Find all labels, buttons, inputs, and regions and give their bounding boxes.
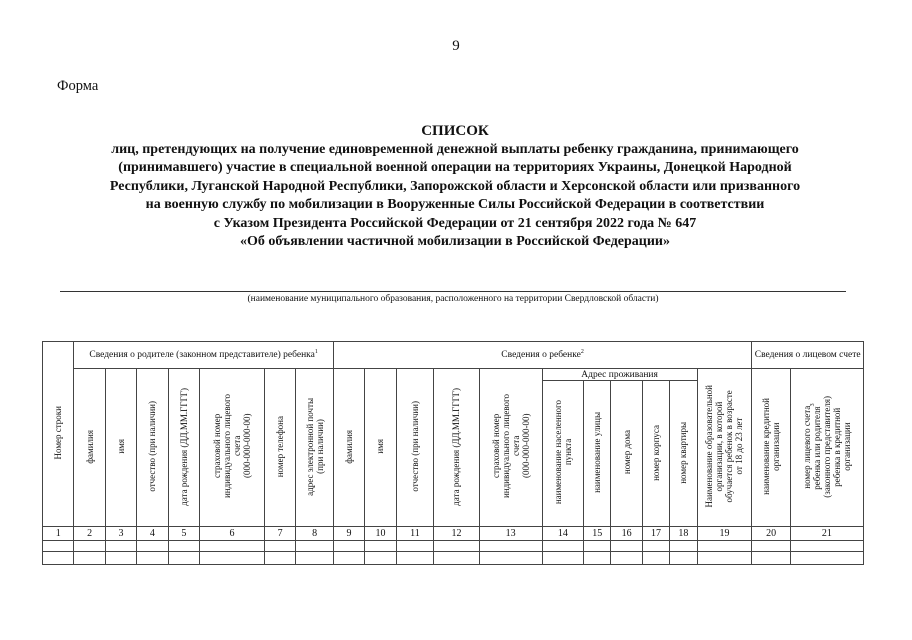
table-cell[interactable]: [296, 541, 334, 552]
col-address-locality: [542, 381, 584, 527]
table-row: [43, 541, 864, 552]
footnote-mark: 2: [580, 348, 584, 355]
col-parent-snils: [200, 369, 265, 527]
form-label: Форма: [57, 78, 99, 94]
column-number: 8: [296, 527, 334, 541]
header-text: адрес электронной почты (при наличии): [304, 397, 325, 496]
header-text: дата рождения (ДД.ММ.ГГГГ): [451, 387, 462, 506]
table-cell[interactable]: [670, 552, 697, 565]
column-number: 4: [137, 527, 168, 541]
title-line: с Указом Президента Российской Федерации от 21 сентября 2022 года № 647: [213, 215, 697, 231]
col-bank-name: [752, 369, 791, 527]
column-number: 1: [43, 527, 74, 541]
table-cell[interactable]: [168, 541, 199, 552]
col-child-birthdate: [434, 369, 480, 527]
child-info-header: [333, 342, 751, 369]
table-cell[interactable]: [333, 541, 364, 552]
column-number: 13: [479, 527, 542, 541]
table-cell[interactable]: [752, 552, 791, 565]
table-cell[interactable]: [74, 541, 105, 552]
document-title: [40, 122, 870, 252]
title-line: Республики, Луганской Народной Республики, Запорожской области и Херсонской области или призванного: [109, 178, 801, 194]
header-text: Адрес проживания: [581, 369, 658, 380]
col-parent-name: [105, 369, 136, 527]
col-address-house: [611, 381, 642, 527]
municipality-line: [60, 291, 846, 292]
header-text: отчество (при наличии): [409, 401, 420, 492]
column-number: 18: [670, 527, 697, 541]
table-cell[interactable]: [264, 541, 295, 552]
table-cell[interactable]: [264, 552, 295, 565]
header-text: страховой номер индивидуального лицевого счета (000-000-000-00): [211, 394, 252, 499]
table-cell[interactable]: [137, 541, 168, 552]
table-cell[interactable]: [479, 552, 542, 565]
table-cell[interactable]: [396, 552, 434, 565]
col-child-snils: [479, 369, 542, 527]
table-cell[interactable]: [542, 541, 584, 552]
header-text: номер телефона: [275, 415, 286, 478]
col-parent-birthdate: [168, 369, 199, 527]
header-text: фамилия: [344, 429, 355, 464]
header-text: Сведения о ребенке: [501, 350, 581, 360]
table-cell[interactable]: [542, 552, 584, 565]
col-parent-patronymic: [137, 369, 168, 527]
table-cell[interactable]: [137, 552, 168, 565]
table-cell[interactable]: [365, 552, 396, 565]
column-number: 15: [584, 527, 611, 541]
address-header: [542, 369, 697, 381]
table-cell[interactable]: [584, 541, 611, 552]
column-number: 12: [434, 527, 480, 541]
column-number: 17: [642, 527, 669, 541]
table-cell[interactable]: [200, 552, 265, 565]
title-line: на военную службу по мобилизации в Вооруженные Силы Российской Федерации в соответствии: [145, 197, 765, 212]
table-cell[interactable]: [105, 552, 136, 565]
table-cell[interactable]: [434, 541, 480, 552]
table-cell[interactable]: [752, 541, 791, 552]
header-text: номер лицевого счета ребенка или родителя$^3$ (законного представителя) ребенка в кредитной организации: [801, 395, 852, 498]
table-cell[interactable]: [74, 552, 105, 565]
table-cell[interactable]: [168, 552, 199, 565]
column-number: 10: [365, 527, 396, 541]
table-cell[interactable]: [642, 552, 669, 565]
header-text: страховой номер индивидуального лицевого счета (000-000-000-00): [490, 394, 531, 499]
column-number: 7: [264, 527, 295, 541]
col-parent-phone: [264, 369, 295, 527]
column-number: 3: [105, 527, 136, 541]
col-parent-surname: [74, 369, 105, 527]
column-number-row: [43, 527, 864, 541]
table-cell[interactable]: [365, 541, 396, 552]
col-account-number: [790, 369, 863, 527]
account-info-header: [752, 342, 864, 369]
column-number: 5: [168, 527, 199, 541]
column-number: 16: [611, 527, 642, 541]
col-address-street: [584, 381, 611, 527]
table-cell[interactable]: [434, 552, 480, 565]
title-line: «Об объявлении частичной мобилизации в Российской Федерации»: [240, 234, 670, 249]
header-text: имя: [116, 439, 127, 454]
table-cell[interactable]: [200, 541, 265, 552]
column-number: 9: [333, 527, 364, 541]
table-cell[interactable]: [43, 552, 74, 565]
col-address-apartment: [670, 381, 697, 527]
header-text: наименование населенного пункта: [552, 400, 573, 505]
title-line: СПИСОК: [421, 123, 489, 139]
column-number: 21: [790, 527, 863, 541]
header-text: фамилия: [84, 429, 95, 464]
parent-info-header: [74, 342, 333, 369]
column-number: 20: [752, 527, 791, 541]
col-child-patronymic: [396, 369, 434, 527]
table-cell[interactable]: [333, 552, 364, 565]
table-cell[interactable]: [43, 541, 74, 552]
applicants-table: [42, 341, 864, 565]
title-line: (принимавшего) участие в специальной военной операции на территориях Украины, Донецкой Народной: [118, 160, 792, 175]
header-text: наименование кредитной организации: [761, 398, 782, 495]
table-cell[interactable]: [296, 552, 334, 565]
table-cell[interactable]: [697, 541, 752, 552]
header-text: Наименование образовательной организации, в которой обучается ребенок в возрасте от 18 до 23 лет: [704, 385, 745, 508]
header-text: имя: [375, 439, 386, 454]
title-line: лиц, претендующих на получение единовременной денежной выплаты ребенку гражданина, принимающего: [111, 141, 799, 157]
header-text: Номер строки: [53, 406, 64, 460]
table-cell[interactable]: [790, 552, 863, 565]
table-cell[interactable]: [396, 541, 434, 552]
row-number-header: [43, 342, 74, 527]
municipality-caption: (наименование муниципального образования, расположенного на территории Свердловской области): [247, 294, 659, 304]
header-text: номер корпуса: [651, 424, 662, 481]
table-cell[interactable]: [611, 541, 642, 552]
header-text: номер дома: [621, 430, 632, 475]
column-number: 11: [396, 527, 434, 541]
table-cell[interactable]: [697, 552, 752, 565]
table-cell[interactable]: [790, 541, 863, 552]
table-cell[interactable]: [642, 541, 669, 552]
table-cell[interactable]: [479, 541, 542, 552]
header-text: наименование улицы: [592, 412, 603, 493]
column-number: 14: [542, 527, 584, 541]
col-education-org: [697, 369, 752, 527]
header-text: дата рождения (ДД.ММ.ГГГГ): [178, 387, 189, 506]
col-parent-email: [296, 369, 334, 527]
table-cell[interactable]: [670, 541, 697, 552]
col-child-surname: [333, 369, 364, 527]
page-number: 9: [452, 38, 460, 54]
header-text: Сведения о родителе (законном представителе) ребенка: [89, 350, 315, 360]
column-number: 6: [200, 527, 265, 541]
table-cell[interactable]: [584, 552, 611, 565]
header-text: номер квартиры: [678, 421, 689, 484]
table-cell[interactable]: [611, 552, 642, 565]
header-text: Сведения о лицевом счете: [754, 350, 861, 360]
col-address-building: [642, 381, 669, 527]
table-cell[interactable]: [105, 541, 136, 552]
header-text: отчество (при наличии): [147, 401, 158, 492]
footnote-mark: 1: [314, 348, 318, 355]
column-number: 19: [697, 527, 752, 541]
column-number: 2: [74, 527, 105, 541]
col-child-name: [365, 369, 396, 527]
table-row: [43, 552, 864, 565]
